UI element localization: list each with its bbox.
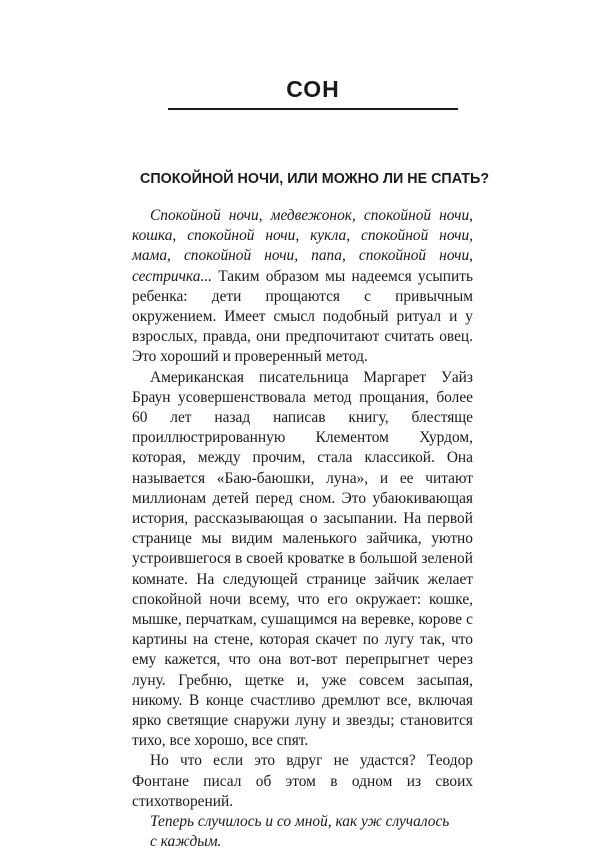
body-text	[132, 206, 473, 853]
paragraph-1	[132, 206, 473, 368]
section-title: СПОКОЙНОЙ НОЧИ, ИЛИ МОЖНО ЛИ НЕ СПАТЬ?	[140, 171, 490, 187]
paragraph-3: Но что если это вдруг не удастся? Теодор Фонтане писал об этом в одном из своих стихотворений.	[132, 752, 473, 810]
poem-line-2: с каждым.	[150, 833, 222, 851]
poem-line-1: Теперь случилось и со мной, как уж случалось	[150, 813, 450, 831]
poem-quote	[132, 812, 473, 852]
chapter-title-underline	[168, 108, 458, 110]
paragraph-1-italic: Спокойной ночи, медвежонок, спокойной ночи, кошка, спокойной ночи, кукла, спокойной ночи, мама, спокойной ночи, папа, спокойной ночи, сестричка...	[132, 207, 473, 285]
chapter-title: СОН	[286, 76, 340, 102]
paragraph-2: Американская писательница Маргарет Уайз Браун усовершенствовала метод прощания, более 60 лет назад написав книгу, блестяще проиллюстрированную Клементом Хурдом, которая, между прочим, стала классикой. Она называется «Баю-баюшки, луна», и ее читают миллионам детей перед сном. Это убаюкивающая история, рассказывающая о засыпании. На первой странице мы видим маленького зайчика, уютно устроившегося в своей кроватке в большой зеленой комнате. На следующей странице зайчик желает спокойной ночи всему, что его окружает: кошке, мышке, перчаткам, сушащимся на веревке, корове с картины на стене, которая скачет по лугу так, что ему кажется, что она вот-вот перепрыгнет через луну. Гребню, щетке и, уже совсем засыпая, никому. В конце счастливо дремлют все, включая ярко светящие снаружи луну и звезды; становится тихо, все хорошо, все спят.	[132, 368, 473, 750]
paragraph-1-rest: Таким образом мы надеемся усыпить ребенка: дети прощаются с привычным окружением. Имеет смысл подобный ритуал и у взрослых, правда, они предпочитают считать овец. Это хороший и проверенный метод.	[132, 267, 473, 366]
